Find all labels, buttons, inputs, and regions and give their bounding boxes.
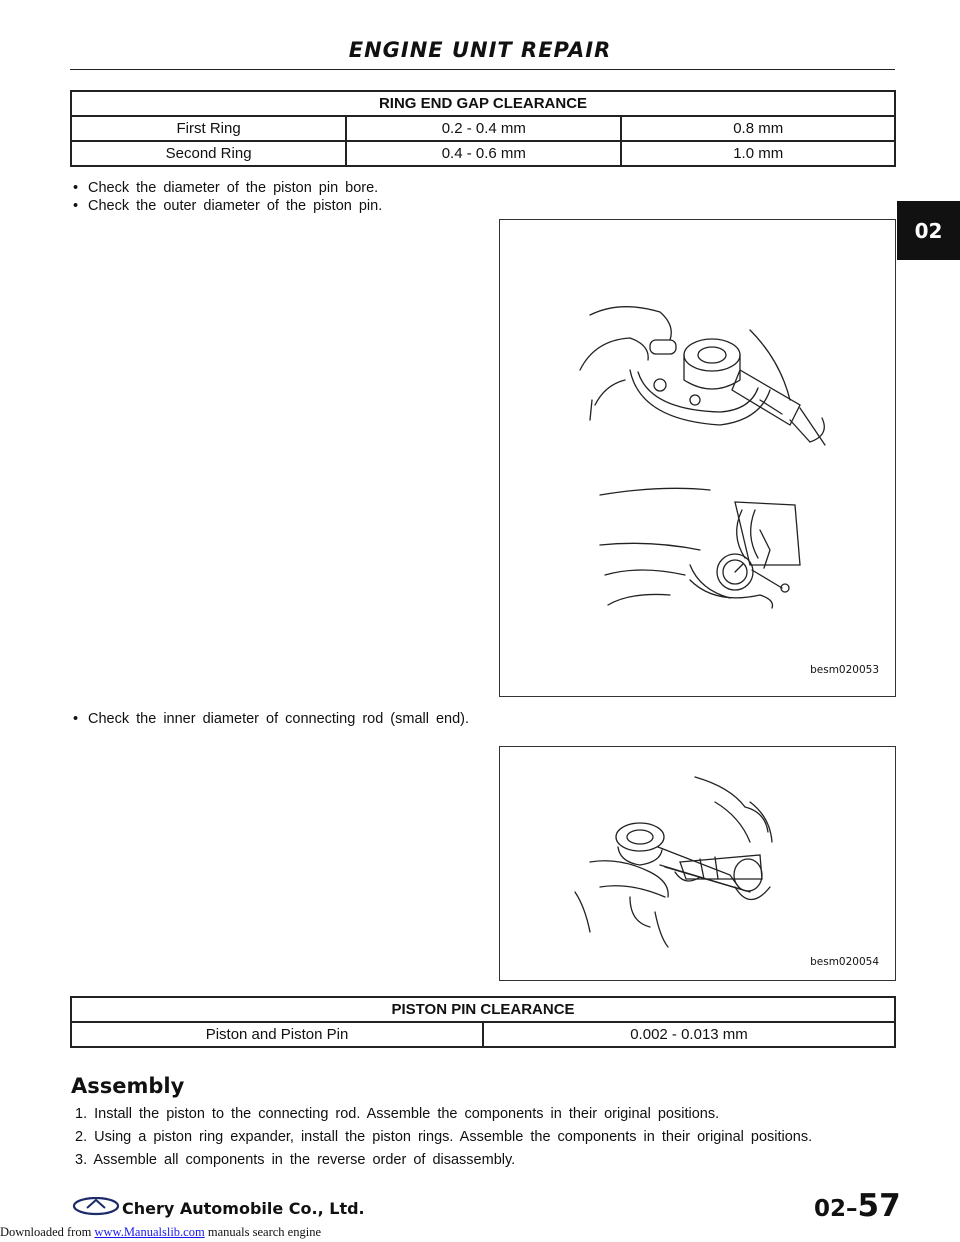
assembly-step: 3. Assemble all components in the reverse order of disassembly. — [75, 1152, 516, 1168]
ring-table-title: RING END GAP CLEARANCE — [71, 91, 895, 116]
download-notice — [0, 1225, 321, 1240]
chery-logo-icon — [68, 1197, 124, 1225]
header-divider — [70, 69, 895, 70]
download-prefix: Downloaded from — [0, 1225, 95, 1239]
bullet-item: • Check the inner diameter of connecting rod (small end). — [73, 711, 470, 727]
table-row — [71, 1022, 895, 1047]
bullet-text: Check the inner diameter of connecting rod (small end). — [88, 711, 470, 727]
assembly-step: 2. Using a piston ring expander, install the piston rings. Assemble the components in their original positions. — [75, 1129, 813, 1145]
page-prefix: 02– — [814, 1196, 858, 1222]
figure-label: besm020053 — [810, 664, 879, 676]
measurement-illustration — [500, 220, 894, 695]
download-suffix: manuals search engine — [204, 1225, 321, 1239]
figure-label: besm020054 — [810, 956, 879, 968]
assembly-step: 1. Install the piston to the connecting rod. Assemble the components in their original positions. — [75, 1106, 720, 1122]
bullet-text: Check the outer diameter of the piston pin. — [88, 198, 383, 214]
pin-table-title: PISTON PIN CLEARANCE — [71, 997, 895, 1022]
page-number — [814, 1188, 901, 1224]
bullet-text: Check the diameter of the piston pin bore. — [88, 180, 379, 196]
table-cell: First Ring — [71, 116, 346, 141]
table-cell: 0.002 - 0.013 mm — [483, 1022, 895, 1047]
table-cell: Piston and Piston Pin — [71, 1022, 483, 1047]
assembly-heading: Assembly — [71, 1074, 185, 1098]
table-cell: Second Ring — [71, 141, 346, 166]
table-row — [71, 116, 895, 141]
table-cell: 0.8 mm — [621, 116, 895, 141]
connecting-rod-measurement-figure — [499, 746, 896, 981]
table-cell: 0.2 - 0.4 mm — [346, 116, 621, 141]
piston-pin-measurement-figure — [499, 219, 896, 697]
piston-pin-clearance-table — [70, 996, 896, 1048]
table-row — [71, 141, 895, 166]
table-cell: 1.0 mm — [621, 141, 895, 166]
page-number-value: 57 — [857, 1188, 901, 1224]
assembly-steps — [75, 1103, 812, 1172]
bullet-item: • Check the outer diameter of the piston pin. — [73, 198, 383, 214]
manualslib-link[interactable]: www.Manualslib.com — [94, 1225, 205, 1239]
footer-company: Chery Automobile Co., Ltd. — [122, 1199, 365, 1218]
ring-end-gap-table — [70, 90, 896, 167]
connecting-rod-illustration — [500, 747, 894, 979]
table-cell: 0.4 - 0.6 mm — [346, 141, 621, 166]
section-tab: 02 — [897, 201, 960, 260]
page-header-title: ENGINE UNIT REPAIR — [348, 38, 612, 62]
bullet-item: • Check the diameter of the piston pin bore. — [73, 180, 379, 196]
